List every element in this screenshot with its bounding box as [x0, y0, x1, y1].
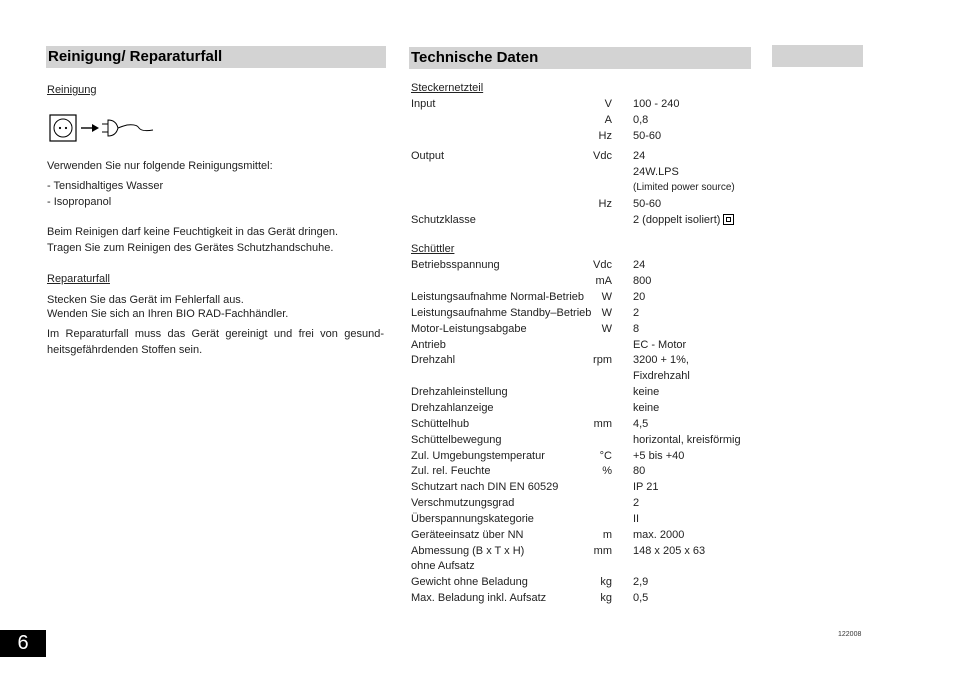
spec-label: Leistungsaufnahme Normal-Betrieb	[411, 291, 585, 303]
spec-unit: Hz	[598, 130, 612, 142]
spec-value: 24	[633, 259, 646, 271]
spec-label: Schüttelhub	[411, 418, 470, 430]
spec-label: Schutzart nach DIN EN 60529	[411, 481, 559, 493]
subheading-shaker: Schüttler	[411, 243, 455, 255]
spec-value: max. 2000	[633, 529, 685, 541]
spec-value: 800	[633, 275, 652, 287]
spec-label: Antrieb	[411, 339, 446, 351]
spec-label: Input	[411, 98, 436, 110]
spec-unit: °C	[599, 450, 612, 462]
section-heading-cleaning: Reinigung/ Reparaturfall	[46, 46, 386, 68]
spec-label: Motor-Leistungsabgabe	[411, 323, 527, 335]
spec-unit: mA	[595, 275, 612, 287]
spec-label: Verschmutzungsgrad	[411, 497, 515, 509]
spec-value: (Limited power source)	[633, 182, 735, 193]
spec-label: Drehzahl	[411, 354, 456, 366]
spec-value: 24W.LPS	[633, 166, 679, 178]
spec-label: Schüttelbewegung	[411, 434, 502, 446]
spec-value: Fixdrehzahl	[633, 370, 690, 382]
spec-label: ohne Aufsatz	[411, 560, 475, 572]
spec-value: 50-60	[633, 130, 662, 142]
header-bar-blank	[772, 45, 863, 67]
spec-unit: mm	[593, 418, 612, 430]
spec-value: 0,5	[633, 592, 649, 604]
spec-label: Drehzahleinstellung	[411, 386, 508, 398]
spec-value: 50-60	[633, 198, 662, 210]
spec-value: 4,5	[633, 418, 649, 430]
spec-unit: rpm	[593, 354, 612, 366]
spec-unit: %	[602, 465, 612, 477]
spec-value: 2	[633, 307, 640, 319]
spec-value: 0,8	[633, 114, 649, 126]
subheading-power-supply: Steckernetzteil	[411, 82, 484, 94]
spec-value: keine	[633, 386, 660, 398]
spec-value: keine	[633, 402, 660, 414]
cleaning-intro: Verwenden Sie nur folgende Reinigungsmittel:	[47, 160, 273, 172]
spec-value: IP 21	[633, 481, 659, 493]
spec-label: Zul. Umgebungstemperatur	[411, 450, 545, 462]
cleaning-agent: - Isopropanol	[47, 196, 112, 208]
spec-label: Überspannungskategorie	[411, 513, 534, 525]
double-insulation-icon	[723, 214, 734, 225]
gloves-note: Tragen Sie zum Reinigen des Gerätes Schutzhandschuhe.	[47, 242, 334, 254]
page-number: 6	[0, 630, 46, 657]
spec-value: 24	[633, 150, 646, 162]
spec-value: 2 (doppelt isoliert)	[633, 214, 734, 226]
spec-unit: W	[601, 307, 612, 319]
spec-label: Leistungsaufnahme Standby–Betrieb	[411, 307, 592, 319]
spec-unit: V	[604, 98, 612, 110]
spec-label: Betriebsspannung	[411, 259, 500, 271]
spec-unit: Hz	[598, 198, 612, 210]
spec-label: Gewicht ohne Beladung	[411, 576, 528, 588]
document-code: 122008	[838, 631, 862, 638]
spec-unit: Vdc	[593, 259, 612, 271]
spec-unit: kg	[600, 592, 612, 604]
spec-unit: Vdc	[593, 150, 612, 162]
spec-value: +5 bis +40	[633, 450, 685, 462]
spec-label: Abmessung (B x T x H)	[411, 545, 525, 557]
spec-label: Drehzahlanzeige	[411, 402, 494, 414]
subheading-cleaning: Reinigung	[47, 84, 97, 96]
spec-label: Max. Beladung inkl. Aufsatz	[411, 592, 547, 604]
spec-unit: m	[602, 529, 612, 541]
spec-value: 2	[633, 497, 640, 509]
spec-value: 2,9	[633, 576, 649, 588]
spec-value: EC - Motor	[633, 339, 687, 351]
spec-label: Geräteeinsatz über NN	[411, 529, 524, 541]
spec-value: horizontal, kreisförmig	[633, 434, 741, 446]
spec-value: 100 - 240	[633, 98, 680, 110]
unplug-before-cleaning-icon	[49, 114, 155, 144]
spec-unit: mm	[593, 545, 612, 557]
spec-label: Output	[411, 150, 445, 162]
spec-unit: A	[604, 114, 612, 126]
repair-unplug: Stecken Sie das Gerät im Fehlerfall aus.	[47, 294, 244, 306]
spec-value: 80	[633, 465, 646, 477]
repair-dealer: Wenden Sie sich an Ihren BIO RAD-Fachhändler.	[47, 308, 289, 320]
cleaning-agent: - Tensidhaltiges Wasser	[47, 180, 164, 192]
spec-value: 8	[633, 323, 640, 335]
spec-label: Schutzklasse	[411, 214, 476, 226]
spec-unit: W	[601, 323, 612, 335]
spec-unit: W	[601, 291, 612, 303]
spec-value: 3200 + 1%,	[633, 354, 689, 366]
spec-value: II	[633, 513, 640, 525]
spec-unit: kg	[600, 576, 612, 588]
moisture-warning: Beim Reinigen darf keine Feuchtigkeit in das Gerät dringen.	[47, 226, 339, 238]
section-heading-technical-data: Technische Daten	[409, 47, 751, 69]
repair-cleaning-note: Im Reparaturfall muss das Gerät gereinigt und frei von gesund-heitsgefährdenden Stoffen sein.	[47, 328, 384, 356]
spec-value: 20	[633, 291, 646, 303]
subheading-repair: Reparaturfall	[47, 273, 110, 285]
spec-value: 148 x 205 x 63	[633, 545, 706, 557]
spec-label: Zul. rel. Feuchte	[411, 465, 491, 477]
